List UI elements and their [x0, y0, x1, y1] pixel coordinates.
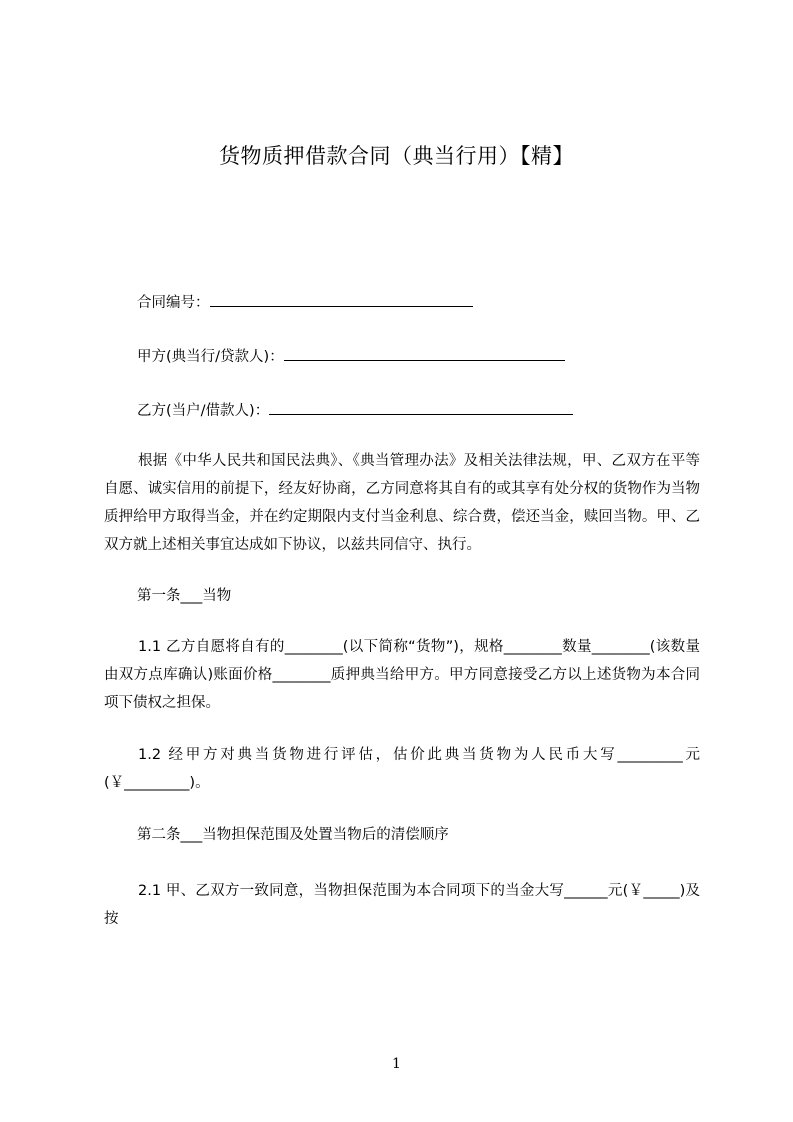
- document-title: 货物质押借款合同（典当行用）【精】: [219, 144, 574, 168]
- page-number: 1: [392, 1056, 401, 1072]
- party-a-label: 甲方(典当行/贷款人)：: [137, 349, 284, 365]
- contract-number-label: 合同编号：: [137, 295, 210, 311]
- contract-number-blank: [210, 292, 473, 307]
- article-1-heading: 第一条___当物: [137, 588, 232, 604]
- preamble-paragraph: [104, 447, 700, 559]
- clause-2-1-paragraph: [104, 877, 700, 933]
- clause-1-1-paragraph: [104, 633, 700, 717]
- party-b-label: 乙方(当户/借款人)：: [137, 403, 270, 419]
- party-a-blank: [284, 346, 565, 361]
- party-a-field: [137, 345, 565, 366]
- clause-1-1-text: 1.1 乙方自愿将自有的________(以下简称“货物”)，规格________数量________(该数量由双方点库确认)账面价格________质押典当给甲方。甲方同意接受乙方以上述货物为本合同项下债权之担保。: [104, 639, 700, 711]
- contract-number-field: [137, 291, 473, 312]
- party-b-blank: [269, 400, 573, 415]
- preamble-text: 根据《中华人民共和国民法典》、《典当管理办法》及相关法律法规，甲、乙双方在平等自愿、诚实信用的前提下，经友好协商，乙方同意将其自有的或其享有处分权的货物作为当物质押给甲方取得当金，并在约定期限内支付当金利息、综合费，偿还当金，赎回当物。甲、乙双方就上述相关事宜达成如下协议，以兹共同信守、执行。: [104, 453, 700, 553]
- party-b-field: [137, 399, 573, 420]
- article-2-heading: 第二条___当物担保范围及处置当物后的清偿顺序: [137, 827, 449, 843]
- clause-1-2-text: 1.2 经甲方对典当货物进行评估，估价此典当货物为人民币大写_________元(￥_________)。: [104, 747, 700, 791]
- clause-2-1-text: 2.1 甲、乙双方一致同意，当物担保范围为本合同项下的当金大写______元(￥_____)及按: [104, 883, 700, 927]
- clause-1-2-paragraph: [104, 741, 700, 797]
